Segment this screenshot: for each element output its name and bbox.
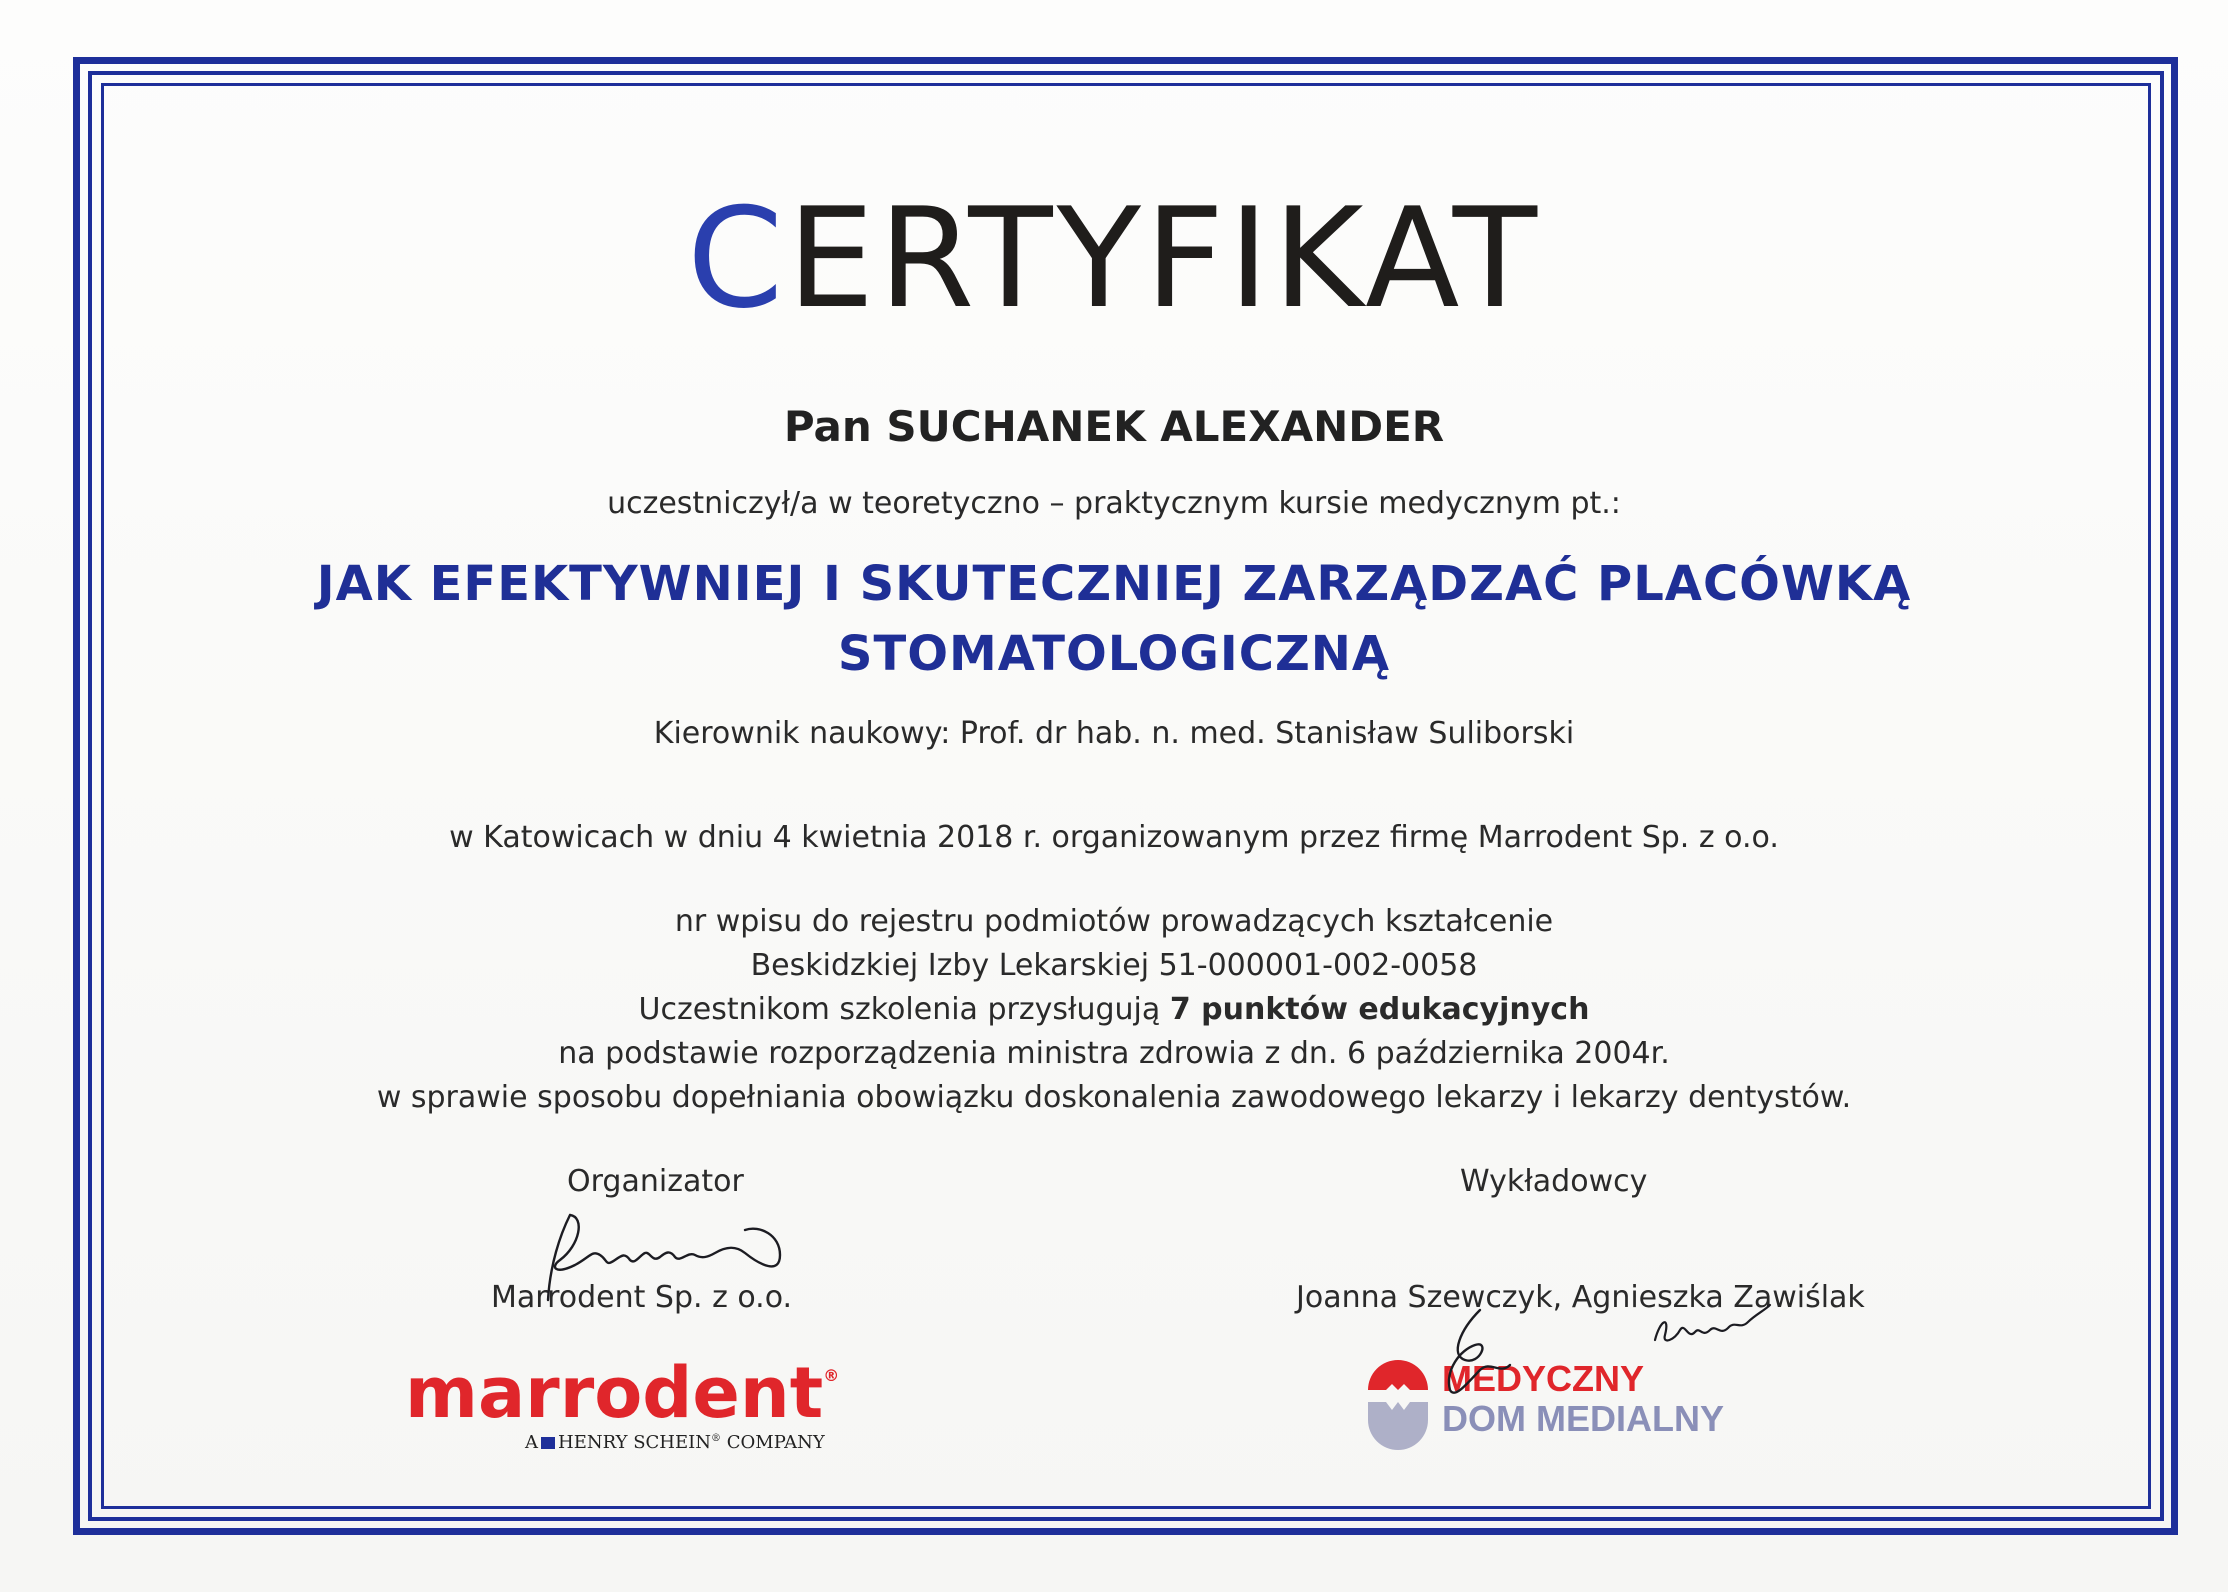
register-line-2: Beskidzkiej Izby Lekarskiej 51-000001-002-0058	[750, 948, 1478, 983]
organizer-label: Organizator	[567, 1164, 744, 1199]
title-rest: ERTYFIKAT	[787, 178, 1542, 339]
points-prefix: Uczestnikom szkolenia przysługują	[638, 992, 1170, 1027]
points-line	[0, 992, 2228, 1027]
place-date-text: w Katowicach w dniu 4 kwietnia 2018 r. organizowanym przez firmę Marrodent Sp. z o.o.	[449, 820, 1779, 855]
course-title-line-2: STOMATOLOGICZNĄ	[837, 626, 1391, 682]
marrodent-logo	[405, 1352, 839, 1434]
lecturer-signature-2	[1640, 1300, 1780, 1360]
henry-schein-tagline: A HENRY SCHEIN® COMPANY	[525, 1432, 825, 1453]
marrodent-reg-mark: ®	[823, 1366, 840, 1385]
marrodent-logo-text: marrodent	[405, 1352, 824, 1434]
scientific-head: Kierownik naukowy: Prof. dr hab. n. med. Stanisław Suliborski	[653, 716, 1575, 751]
henry-schein-flag-icon	[541, 1437, 555, 1449]
points-bold: 7 punktów edukacyjnych	[1169, 992, 1590, 1027]
mdm-logo-line-2: DOM MEDIALNY	[1442, 1398, 1724, 1439]
basis-line: na podstawie rozporządzenia ministra zdrowia z dn. 6 października 2004r.	[558, 1036, 1670, 1071]
organizer-name: Marrodent Sp. z o.o.	[491, 1280, 793, 1315]
participation-text: uczestniczył/a w teoretyczno – praktycznym kursie medycznym pt.:	[607, 486, 1621, 521]
register-line-1: nr wpisu do rejestru podmiotów prowadzących kształcenie	[674, 904, 1554, 939]
certificate-title	[0, 178, 2228, 339]
recipient-name: Pan SUCHANEK ALEXANDER	[783, 402, 1445, 451]
matter-line: w sprawie sposobu dopełniania obowiązku doskonalenia zawodowego lekarzy i lekarzy dentystów.	[376, 1080, 1852, 1115]
lecturer-signature-1	[1420, 1300, 1560, 1410]
course-title-line-1: JAK EFEKTYWNIEJ I SKUTECZNIEJ ZARZĄDZAĆ PLACÓWKĄ	[316, 556, 1912, 612]
title-initial: C	[686, 178, 788, 339]
lecturers-label: Wykładowcy	[1460, 1164, 1648, 1199]
mdm-logo-line-1: MEDYCZNY	[1442, 1358, 1645, 1399]
lecturers-names: Joanna Szewczyk, Agnieszka Zawiślak	[1296, 1280, 1865, 1315]
